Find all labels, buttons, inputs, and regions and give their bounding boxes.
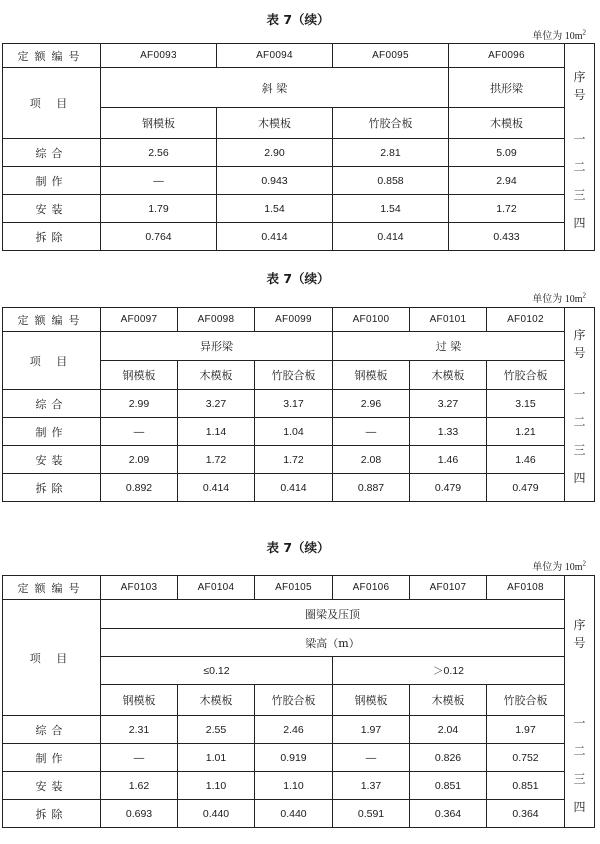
row-label: 制作 bbox=[3, 418, 101, 446]
value-cell: 0.826 bbox=[410, 744, 487, 772]
value-cell: 0.440 bbox=[178, 800, 255, 828]
value-cell: 0.892 bbox=[101, 474, 178, 502]
value-cell: 2.96 bbox=[333, 390, 410, 418]
value-cell: 1.46 bbox=[410, 446, 487, 474]
row-label: 安装 bbox=[3, 446, 101, 474]
value-cell: 2.99 bbox=[101, 390, 178, 418]
seq-value: 一 bbox=[573, 716, 586, 730]
value-cell: 0.414 bbox=[333, 223, 449, 251]
seq-value: 二 bbox=[573, 744, 586, 758]
code-cell: AF0105 bbox=[255, 576, 333, 600]
code-cell: AF0099 bbox=[255, 308, 333, 332]
code-cell: AF0102 bbox=[487, 308, 565, 332]
seq-column bbox=[565, 44, 595, 251]
material-cell: 钢模板 bbox=[101, 685, 178, 716]
seq-value: 一 bbox=[573, 132, 586, 146]
material-cell: 竹胶合板 bbox=[487, 361, 565, 390]
material-cell: 木模板 bbox=[410, 685, 487, 716]
group-header: 异形梁 bbox=[101, 332, 333, 361]
table-3-unit: 单位为 $10m^2$ bbox=[532, 559, 586, 573]
seq-value: 四 bbox=[573, 471, 586, 485]
table-3 bbox=[2, 575, 595, 828]
material-cell: 钢模板 bbox=[101, 108, 217, 139]
value-cell: — bbox=[333, 744, 410, 772]
value-cell: 0.752 bbox=[487, 744, 565, 772]
value-cell: 1.54 bbox=[217, 195, 333, 223]
code-header: 定额编号 bbox=[3, 44, 101, 68]
code-cell: AF0096 bbox=[449, 44, 565, 68]
range-header: ≤0.12 bbox=[101, 657, 333, 685]
value-cell: — bbox=[101, 418, 178, 446]
value-cell: 1.97 bbox=[487, 716, 565, 744]
row-label: 制作 bbox=[3, 744, 101, 772]
seq-value: 四 bbox=[573, 216, 586, 230]
table-1 bbox=[2, 43, 595, 251]
value-cell: 1.97 bbox=[333, 716, 410, 744]
material-cell: 钢模板 bbox=[101, 361, 178, 390]
value-cell: 0.943 bbox=[217, 167, 333, 195]
value-cell: 1.62 bbox=[101, 772, 178, 800]
table-2-unit: 单位为 $10m^2$ bbox=[532, 291, 586, 305]
row-label: 安装 bbox=[3, 772, 101, 800]
value-cell: 1.01 bbox=[178, 744, 255, 772]
code-cell: AF0106 bbox=[333, 576, 410, 600]
value-cell: 1.04 bbox=[255, 418, 333, 446]
code-cell: AF0108 bbox=[487, 576, 565, 600]
value-cell: 2.31 bbox=[101, 716, 178, 744]
seq-header: 序号 bbox=[573, 618, 586, 650]
subgroup-header: 梁高（m） bbox=[101, 629, 565, 657]
seq-value: 三 bbox=[573, 772, 586, 786]
material-cell: 竹胶合板 bbox=[487, 685, 565, 716]
value-cell: 0.440 bbox=[255, 800, 333, 828]
seq-value: 二 bbox=[573, 160, 586, 174]
code-cell: AF0093 bbox=[101, 44, 217, 68]
value-cell: 1.33 bbox=[410, 418, 487, 446]
row-label: 制作 bbox=[3, 167, 101, 195]
value-cell: — bbox=[101, 744, 178, 772]
value-cell: 2.55 bbox=[178, 716, 255, 744]
value-cell: 2.08 bbox=[333, 446, 410, 474]
value-cell: 2.81 bbox=[333, 139, 449, 167]
value-cell: 2.46 bbox=[255, 716, 333, 744]
code-cell: AF0095 bbox=[333, 44, 449, 68]
seq-value: 三 bbox=[573, 443, 586, 457]
seq-header: 序号 bbox=[573, 70, 586, 102]
row-label: 拆除 bbox=[3, 474, 101, 502]
value-cell: 0.479 bbox=[487, 474, 565, 502]
material-cell: 竹胶合板 bbox=[255, 685, 333, 716]
group-header: 斜 梁 bbox=[101, 68, 449, 108]
value-cell: 0.591 bbox=[333, 800, 410, 828]
value-cell: 0.887 bbox=[333, 474, 410, 502]
value-cell: 0.851 bbox=[487, 772, 565, 800]
group-header: 圈梁及压顶 bbox=[101, 600, 565, 629]
material-cell: 钢模板 bbox=[333, 685, 410, 716]
value-cell: — bbox=[101, 167, 217, 195]
code-cell: AF0100 bbox=[333, 308, 410, 332]
code-cell: AF0103 bbox=[101, 576, 178, 600]
row-label: 综合 bbox=[3, 390, 101, 418]
value-cell: 0.693 bbox=[101, 800, 178, 828]
seq-value: 四 bbox=[573, 800, 586, 814]
value-cell: 2.56 bbox=[101, 139, 217, 167]
value-cell: 1.72 bbox=[449, 195, 565, 223]
table-2 bbox=[2, 307, 595, 502]
seq-column bbox=[565, 308, 595, 502]
value-cell: — bbox=[333, 418, 410, 446]
table-1-unit: 单位为 $10m^2$ bbox=[532, 28, 586, 42]
item-header: 项 目 bbox=[3, 332, 101, 390]
code-cell: AF0104 bbox=[178, 576, 255, 600]
code-header: 定额编号 bbox=[3, 308, 101, 332]
table-3-title: 表 7（续） bbox=[266, 540, 330, 555]
value-cell: 0.414 bbox=[255, 474, 333, 502]
value-cell: 0.364 bbox=[410, 800, 487, 828]
value-cell: 1.14 bbox=[178, 418, 255, 446]
material-cell: 木模板 bbox=[217, 108, 333, 139]
code-cell: AF0098 bbox=[178, 308, 255, 332]
row-label: 综合 bbox=[3, 716, 101, 744]
value-cell: 3.27 bbox=[178, 390, 255, 418]
row-label: 拆除 bbox=[3, 800, 101, 828]
value-cell: 1.10 bbox=[255, 772, 333, 800]
value-cell: 1.46 bbox=[487, 446, 565, 474]
range-header: ＞0.12 bbox=[333, 657, 565, 685]
seq-value: 一 bbox=[573, 387, 586, 401]
table-1-title: 表 7（续） bbox=[266, 12, 330, 27]
item-header: 项 目 bbox=[3, 68, 101, 139]
value-cell: 1.79 bbox=[101, 195, 217, 223]
code-cell: AF0094 bbox=[217, 44, 333, 68]
value-cell: 2.94 bbox=[449, 167, 565, 195]
material-cell: 钢模板 bbox=[333, 361, 410, 390]
value-cell: 0.414 bbox=[178, 474, 255, 502]
value-cell: 0.858 bbox=[333, 167, 449, 195]
value-cell: 2.04 bbox=[410, 716, 487, 744]
value-cell: 5.09 bbox=[449, 139, 565, 167]
material-cell: 竹胶合板 bbox=[333, 108, 449, 139]
value-cell: 1.10 bbox=[178, 772, 255, 800]
seq-column bbox=[565, 576, 595, 828]
code-cell: AF0097 bbox=[101, 308, 178, 332]
value-cell: 0.851 bbox=[410, 772, 487, 800]
seq-value: 二 bbox=[573, 415, 586, 429]
value-cell: 1.37 bbox=[333, 772, 410, 800]
value-cell: 1.21 bbox=[487, 418, 565, 446]
value-cell: 2.90 bbox=[217, 139, 333, 167]
item-header: 项 目 bbox=[3, 600, 101, 716]
value-cell: 1.72 bbox=[178, 446, 255, 474]
material-cell: 木模板 bbox=[410, 361, 487, 390]
value-cell: 0.479 bbox=[410, 474, 487, 502]
value-cell: 2.09 bbox=[101, 446, 178, 474]
value-cell: 1.54 bbox=[333, 195, 449, 223]
seq-header: 序号 bbox=[573, 328, 586, 360]
group-header: 过 梁 bbox=[333, 332, 565, 361]
material-cell: 木模板 bbox=[178, 685, 255, 716]
seq-value: 三 bbox=[573, 188, 586, 202]
value-cell: 0.414 bbox=[217, 223, 333, 251]
row-label: 安装 bbox=[3, 195, 101, 223]
material-cell: 木模板 bbox=[449, 108, 565, 139]
value-cell: 3.27 bbox=[410, 390, 487, 418]
value-cell: 3.15 bbox=[487, 390, 565, 418]
code-header: 定额编号 bbox=[3, 576, 101, 600]
value-cell: 0.364 bbox=[487, 800, 565, 828]
code-cell: AF0101 bbox=[410, 308, 487, 332]
value-cell: 3.17 bbox=[255, 390, 333, 418]
row-label: 拆除 bbox=[3, 223, 101, 251]
row-label: 综合 bbox=[3, 139, 101, 167]
code-cell: AF0107 bbox=[410, 576, 487, 600]
value-cell: 0.919 bbox=[255, 744, 333, 772]
material-cell: 竹胶合板 bbox=[255, 361, 333, 390]
group-header: 拱形梁 bbox=[449, 68, 565, 108]
value-cell: 0.764 bbox=[101, 223, 217, 251]
value-cell: 0.433 bbox=[449, 223, 565, 251]
value-cell: 1.72 bbox=[255, 446, 333, 474]
table-2-title: 表 7（续） bbox=[266, 271, 330, 286]
material-cell: 木模板 bbox=[178, 361, 255, 390]
